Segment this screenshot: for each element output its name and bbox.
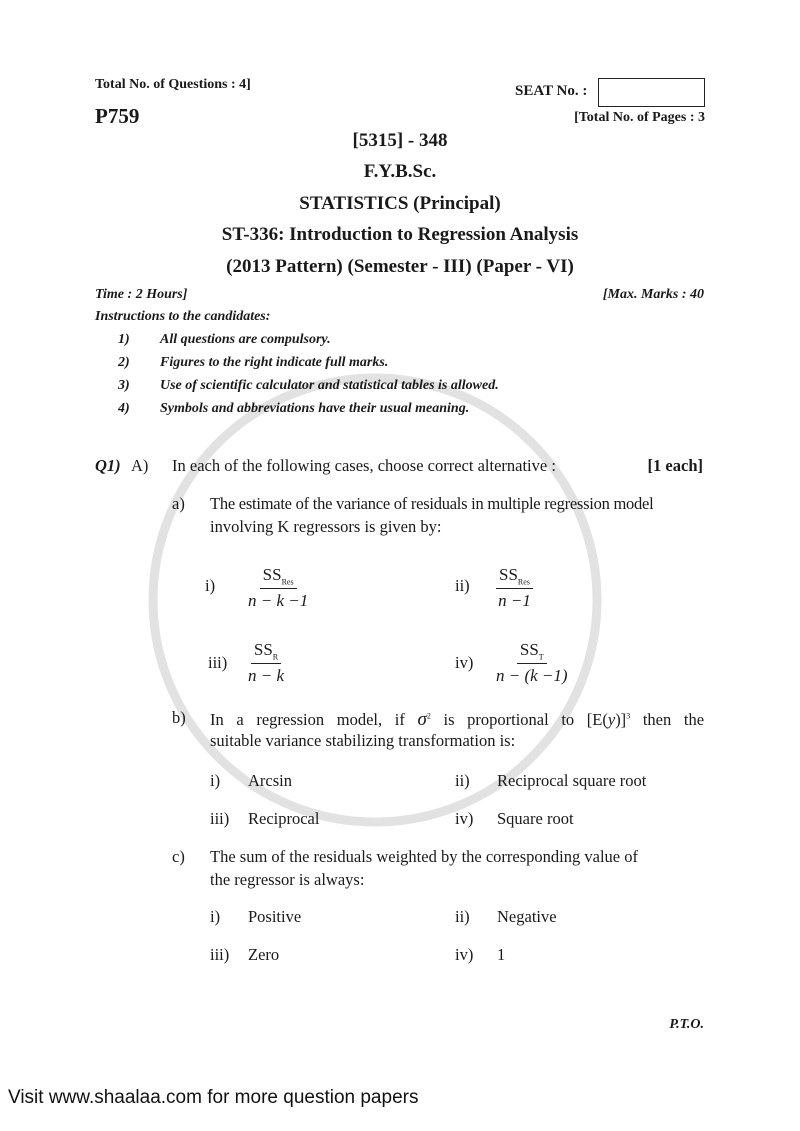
option-num: iii)	[210, 945, 230, 964]
formula-numerator: SS	[499, 565, 518, 584]
option-text: Negative	[497, 907, 557, 926]
instruction-num: 3)	[118, 378, 130, 393]
formula-numerator: SS	[519, 640, 539, 659]
subq-label: c)	[172, 847, 185, 866]
formula-subscript: Res	[517, 577, 530, 587]
option-text: Zero	[248, 945, 280, 964]
instruction-text: Use of scientific calculator and statistical tables is allowed.	[160, 378, 499, 393]
instruction-text: Figures to the right indicate full marks.	[160, 355, 389, 370]
option-num: iii)	[208, 653, 228, 672]
subq-text: the regressor is always:	[210, 870, 365, 889]
footer	[0, 1078, 800, 1131]
pattern: (2013 Pattern) (Semester - III) (Paper - VI)	[226, 256, 574, 277]
option-num: ii)	[455, 907, 470, 926]
sigma: σ	[417, 709, 427, 730]
option-text: Reciprocal	[248, 809, 320, 828]
total-questions: Total No. of Questions : 4]	[95, 77, 251, 92]
option-num: i)	[210, 907, 221, 926]
formula-denominator: n − (k −1)	[496, 666, 568, 686]
subq-text: involving K regressors is given by:	[210, 517, 442, 536]
instructions-title: Instructions to the candidates:	[95, 309, 271, 324]
formula-numerator: SS	[262, 565, 282, 584]
option-text: Square root	[497, 809, 574, 828]
exam-code: [5315] - 348	[352, 130, 448, 151]
marks: [1 each]	[647, 456, 703, 475]
option-formula	[496, 565, 533, 611]
subq-text: suitable variance stabilizing transformation is:	[210, 731, 516, 750]
option-text: Reciprocal square root	[497, 771, 647, 790]
option-formula	[496, 640, 568, 686]
paper-title: ST-336: Introduction to Regression Analysis	[221, 224, 579, 245]
formula-denominator: n − k	[248, 666, 285, 686]
time: Time : 2 Hours]	[95, 287, 188, 302]
subq-text: The estimate of the variance of residuals in multiple regression model	[210, 494, 654, 513]
part-label: A)	[131, 456, 149, 475]
option-formula	[248, 640, 284, 686]
formula-subscript: T	[538, 652, 544, 662]
option-num: iii)	[210, 809, 230, 828]
option-text: Positive	[248, 907, 302, 926]
superscript: 3	[626, 711, 631, 721]
footer-link[interactable]: Visit www.shaalaa.com for more question papers	[8, 1087, 419, 1108]
subq-label: b)	[172, 708, 186, 727]
subq-text	[210, 710, 704, 729]
text-fragment: )]	[615, 710, 627, 729]
option-num: ii)	[455, 576, 470, 595]
text-fragment: then the	[642, 710, 705, 729]
formula-denominator: n − k −1	[248, 591, 309, 611]
text-fragment: is proportional to [E(	[443, 710, 608, 729]
sigma-squared	[417, 710, 430, 729]
seat-number-box[interactable]	[598, 78, 705, 107]
option-text: 1	[497, 945, 506, 964]
formula-numerator: SS	[253, 640, 273, 659]
option-text: Arcsin	[248, 771, 292, 790]
formula-denominator: n −1	[498, 591, 531, 611]
instruction-text: Symbols and abbreviations have their usual meaning.	[160, 401, 470, 416]
subq-label: a)	[172, 494, 185, 513]
pto: P.T.O.	[669, 1017, 704, 1032]
option-num: i)	[210, 771, 221, 790]
seat-label: SEAT No. :	[515, 83, 588, 99]
option-num: iv)	[455, 653, 474, 672]
max-marks: [Max. Marks : 40	[602, 287, 704, 302]
total-pages: [Total No. of Pages : 3	[574, 110, 705, 125]
instruction-num: 4)	[118, 401, 130, 416]
subq-text: The sum of the residuals weighted by the corresponding value of	[210, 847, 638, 866]
option-num: i)	[205, 576, 216, 595]
text-fragment: In a regression model, if	[210, 710, 405, 729]
instruction-num: 2)	[118, 355, 130, 370]
option-num: ii)	[455, 771, 470, 790]
y-variable: y	[607, 710, 616, 729]
paper-code: P759	[95, 104, 140, 128]
question-text: In each of the following cases, choose correct alternative :	[172, 456, 556, 475]
formula-subscript: R	[272, 652, 279, 662]
option-formula	[248, 565, 308, 611]
formula-subscript: Res	[281, 577, 294, 587]
option-num: iv)	[455, 945, 474, 964]
subject: STATISTICS (Principal)	[299, 193, 501, 214]
instruction-num: 1)	[118, 332, 130, 347]
question-label: Q1)	[95, 456, 121, 475]
option-num: iv)	[455, 809, 474, 828]
superscript: 2	[426, 711, 431, 721]
instruction-text: All questions are compulsory.	[160, 332, 331, 347]
course: F.Y.B.Sc.	[363, 161, 437, 182]
